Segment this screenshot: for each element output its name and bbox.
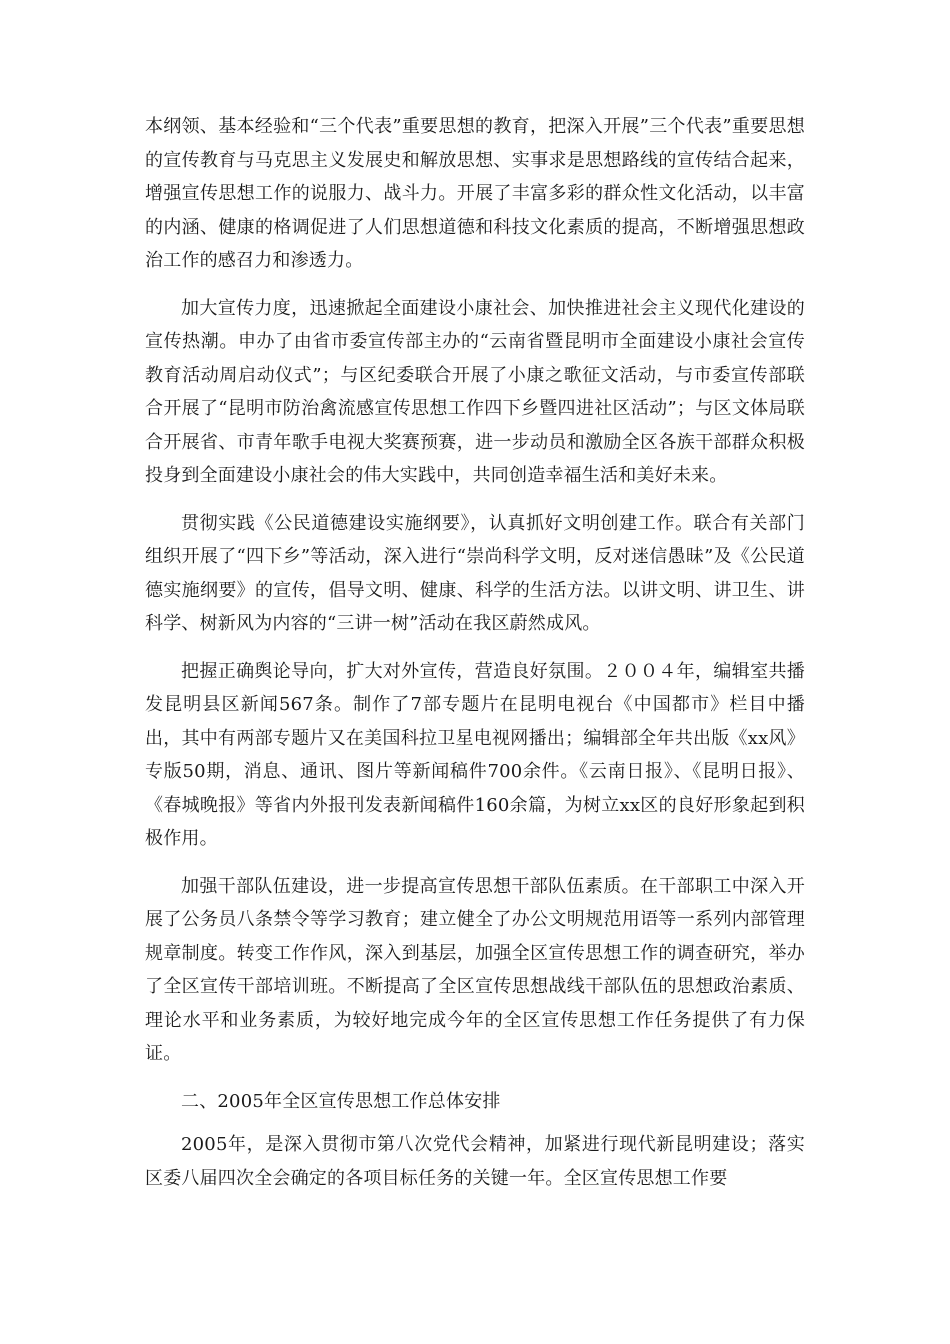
paragraph-2005-plan: 2005年，是深入贯彻市第八次党代会精神，加紧进行现代新昆明建设；落实区委八届四次全会确定的各项目标任务的关键一年。全区宣传思想工作要 — [145, 1134, 805, 1189]
document-page — [145, 110, 805, 1209]
paragraph-continuation: 本纲领、基本经验和“三个代表”重要思想的教育，把深入开展”三个代表”重要思想的宣传教育与马克思主义发展史和解放思想、实事求是思想路线的宣传结合起来，增强宣传思想工作的说服力、战斗力。开展了丰富多彩的群众性文化活动，以丰富的内涵、健康的格调促进了人们思想道德和科技文化素质的提高，不断增强思想政治工作的感召力和渗透力。 — [145, 116, 805, 271]
paragraph-public-opinion: 把握正确舆论导向，扩大对外宣传，营造良好氛围。２００４年，编辑室共播发昆明县区新闻567条。制作了7部专题片在昆明电视台《中国都市》栏目中播出，其中有两部专题片又在美国科拉卫星电视网播出；编辑部全年共出版《xx风》专版50期，消息、通讯、图片等新闻稿件700余件。《云南日报》、《昆明日报》、《春城晚报》等省内外报刊发表新闻稿件160余篇，为树立xx区的良好形象起到积极作用。 — [145, 660, 805, 849]
paragraph-publicity: 加大宣传力度，迅速掀起全面建设小康社会、加快推进社会主义现代化建设的宣传热潮。申办了由省市委宣传部主办的“云南省暨昆明市全面建设小康社会宣传教育活动周启动仪式”；与区纪委联合开展了小康之歌征文活动，与市委宣传部联合开展了“昆明市防治禽流感宣传思想工作四下乡暨四进社区活动”；与区文体局联合开展省、市青年歌手电视大奖赛预赛，进一步动员和激励全区各族干部群众积极投身到全面建设小康社会的伟大实践中，共同创造幸福生活和美好未来。 — [145, 297, 805, 486]
section-heading: 二、2005年全区宣传思想工作总体安排 — [181, 1090, 501, 1112]
paragraph-civic-morality: 贯彻实践《公民道德建设实施纲要》，认真抓好文明创建工作。联合有关部门组织开展了“四下乡”等活动，深入进行“崇尚科学文明，反对迷信愚昧”及《公民道德实施纲要》的宣传，倡导文明、健康、科学的生活方法。以讲文明、讲卫生、讲科学、树新风为内容的“三讲一树”活动在我区蔚然成风。 — [145, 512, 805, 634]
paragraph-cadre-building: 加强干部队伍建设，进一步提高宣传思想干部队伍素质。在干部职工中深入开展了公务员八条禁令等学习教育；建立健全了办公文明规范用语等一系列内部管理规章制度。转变工作作风，深入到基层，加强全区宣传思想工作的调查研究，举办了全区宣传干部培训班。不断提高了全区宣传思想战线干部队伍的思想政治素质、理论水平和业务素质，为较好地完成今年的全区宣传思想工作任务提供了有力保证。 — [145, 875, 805, 1064]
